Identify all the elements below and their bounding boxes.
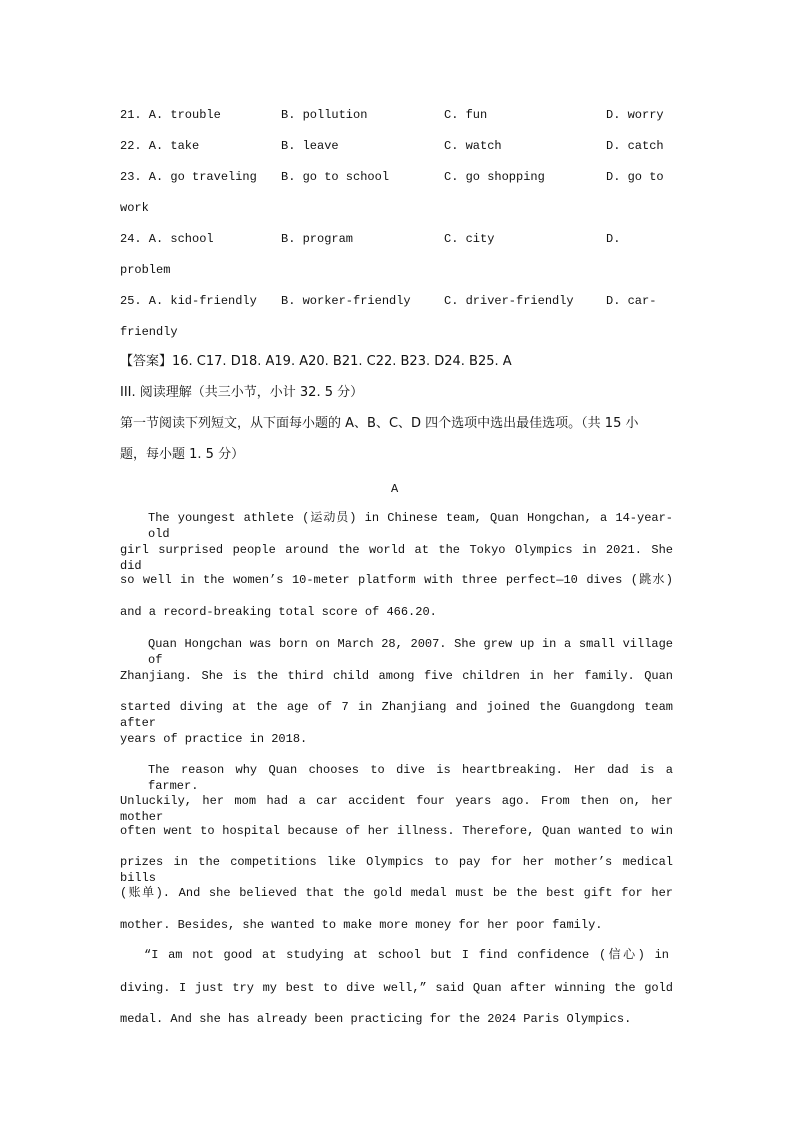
passage-line: often went to hospital because of her illness. Therefore, Quan wanted to win [120,824,673,838]
option-c: C. go shopping [444,170,545,184]
passage-line: Unluckily, her mom had a car accident four years ago. From then on, her mother [120,794,673,824]
option-d: D. worry [606,108,664,122]
passage-line: “I am not good at studying at school but I find confidence (信心) in [144,948,669,962]
instructions-cont: 题，每小题 1. 5 分） [120,447,245,462]
question-number-option-a: 24. A. school [120,232,214,246]
passage-line: started diving at the age of 7 in Zhanjiang and joined the Guangdong team after [120,700,673,730]
passage-label: A [391,482,399,496]
option-b: B. pollution [281,108,368,122]
passage-line: mother. Besides, she wanted to make more money for her poor family. [120,918,603,932]
option-b: B. go to school [281,170,390,184]
question-number-option-a: 25. A. kid-friendly [120,294,257,308]
option-b: B. leave [281,139,339,153]
question-number-option-a: 22. A. take [120,139,200,153]
option-c: C. watch [444,139,502,153]
passage-line: The youngest athlete (运动员) in Chinese team, Quan Hongchan, a 14-year-old [148,511,673,541]
passage-line: Quan Hongchan was born on March 28, 2007. She grew up in a small village of [148,637,673,667]
option-c: C. fun [444,108,488,122]
option-c: C. driver-friendly [444,294,574,308]
passage-line: (账单). And she believed that the gold medal must be the best gift for her [120,886,673,900]
passage-line: diving. I just try my best to dive well,” said Quan after winning the gold [120,981,673,995]
option-d: D. car- [606,294,657,308]
option-d: D. go to [606,170,664,184]
option-b: B. program [281,232,354,246]
answer-key: 【答案】16. C17. D18. A19. A20. B21. C22. B23. D24. B25. A [120,354,512,369]
passage-line: so well in the women’s 10-meter platform with three perfect—10 dives (跳水) [120,573,673,587]
passage-line: prizes in the competitions like Olympics to pay for her mother’s medical bills [120,855,673,885]
passage-line: years of practice in 2018. [120,732,308,746]
option-c: C. city [444,232,495,246]
passage-line: Zhanjiang. She is the third child among five children in her family. Quan [120,669,673,683]
option-d-wrap: friendly [120,325,178,339]
option-b: B. worker-friendly [281,294,411,308]
instructions: 第一节阅读下列短文，从下面每小题的 A、B、C、D 四个选项中选出最佳选项。（共 15 小 [120,416,639,431]
question-number-option-a: 21. A. trouble [120,108,221,122]
option-d-wrap: problem [120,263,171,277]
option-d: D. [606,232,621,246]
question-number-option-a: 23. A. go traveling [120,170,257,184]
option-d-wrap: work [120,201,149,215]
passage-line: medal. And she has already been practicing for the 2024 Paris Olympics. [120,1012,632,1026]
section-title: III. 阅读理解（共三小节，小计 32. 5 分） [120,385,364,400]
passage-line: girl surprised people around the world at the Tokyo Olympics in 2021. She did [120,543,673,573]
passage-line: and a record-breaking total score of 466.20. [120,605,437,619]
passage-line: The reason why Quan chooses to dive is heartbreaking. Her dad is a farmer. [148,763,673,793]
option-d: D. catch [606,139,664,153]
